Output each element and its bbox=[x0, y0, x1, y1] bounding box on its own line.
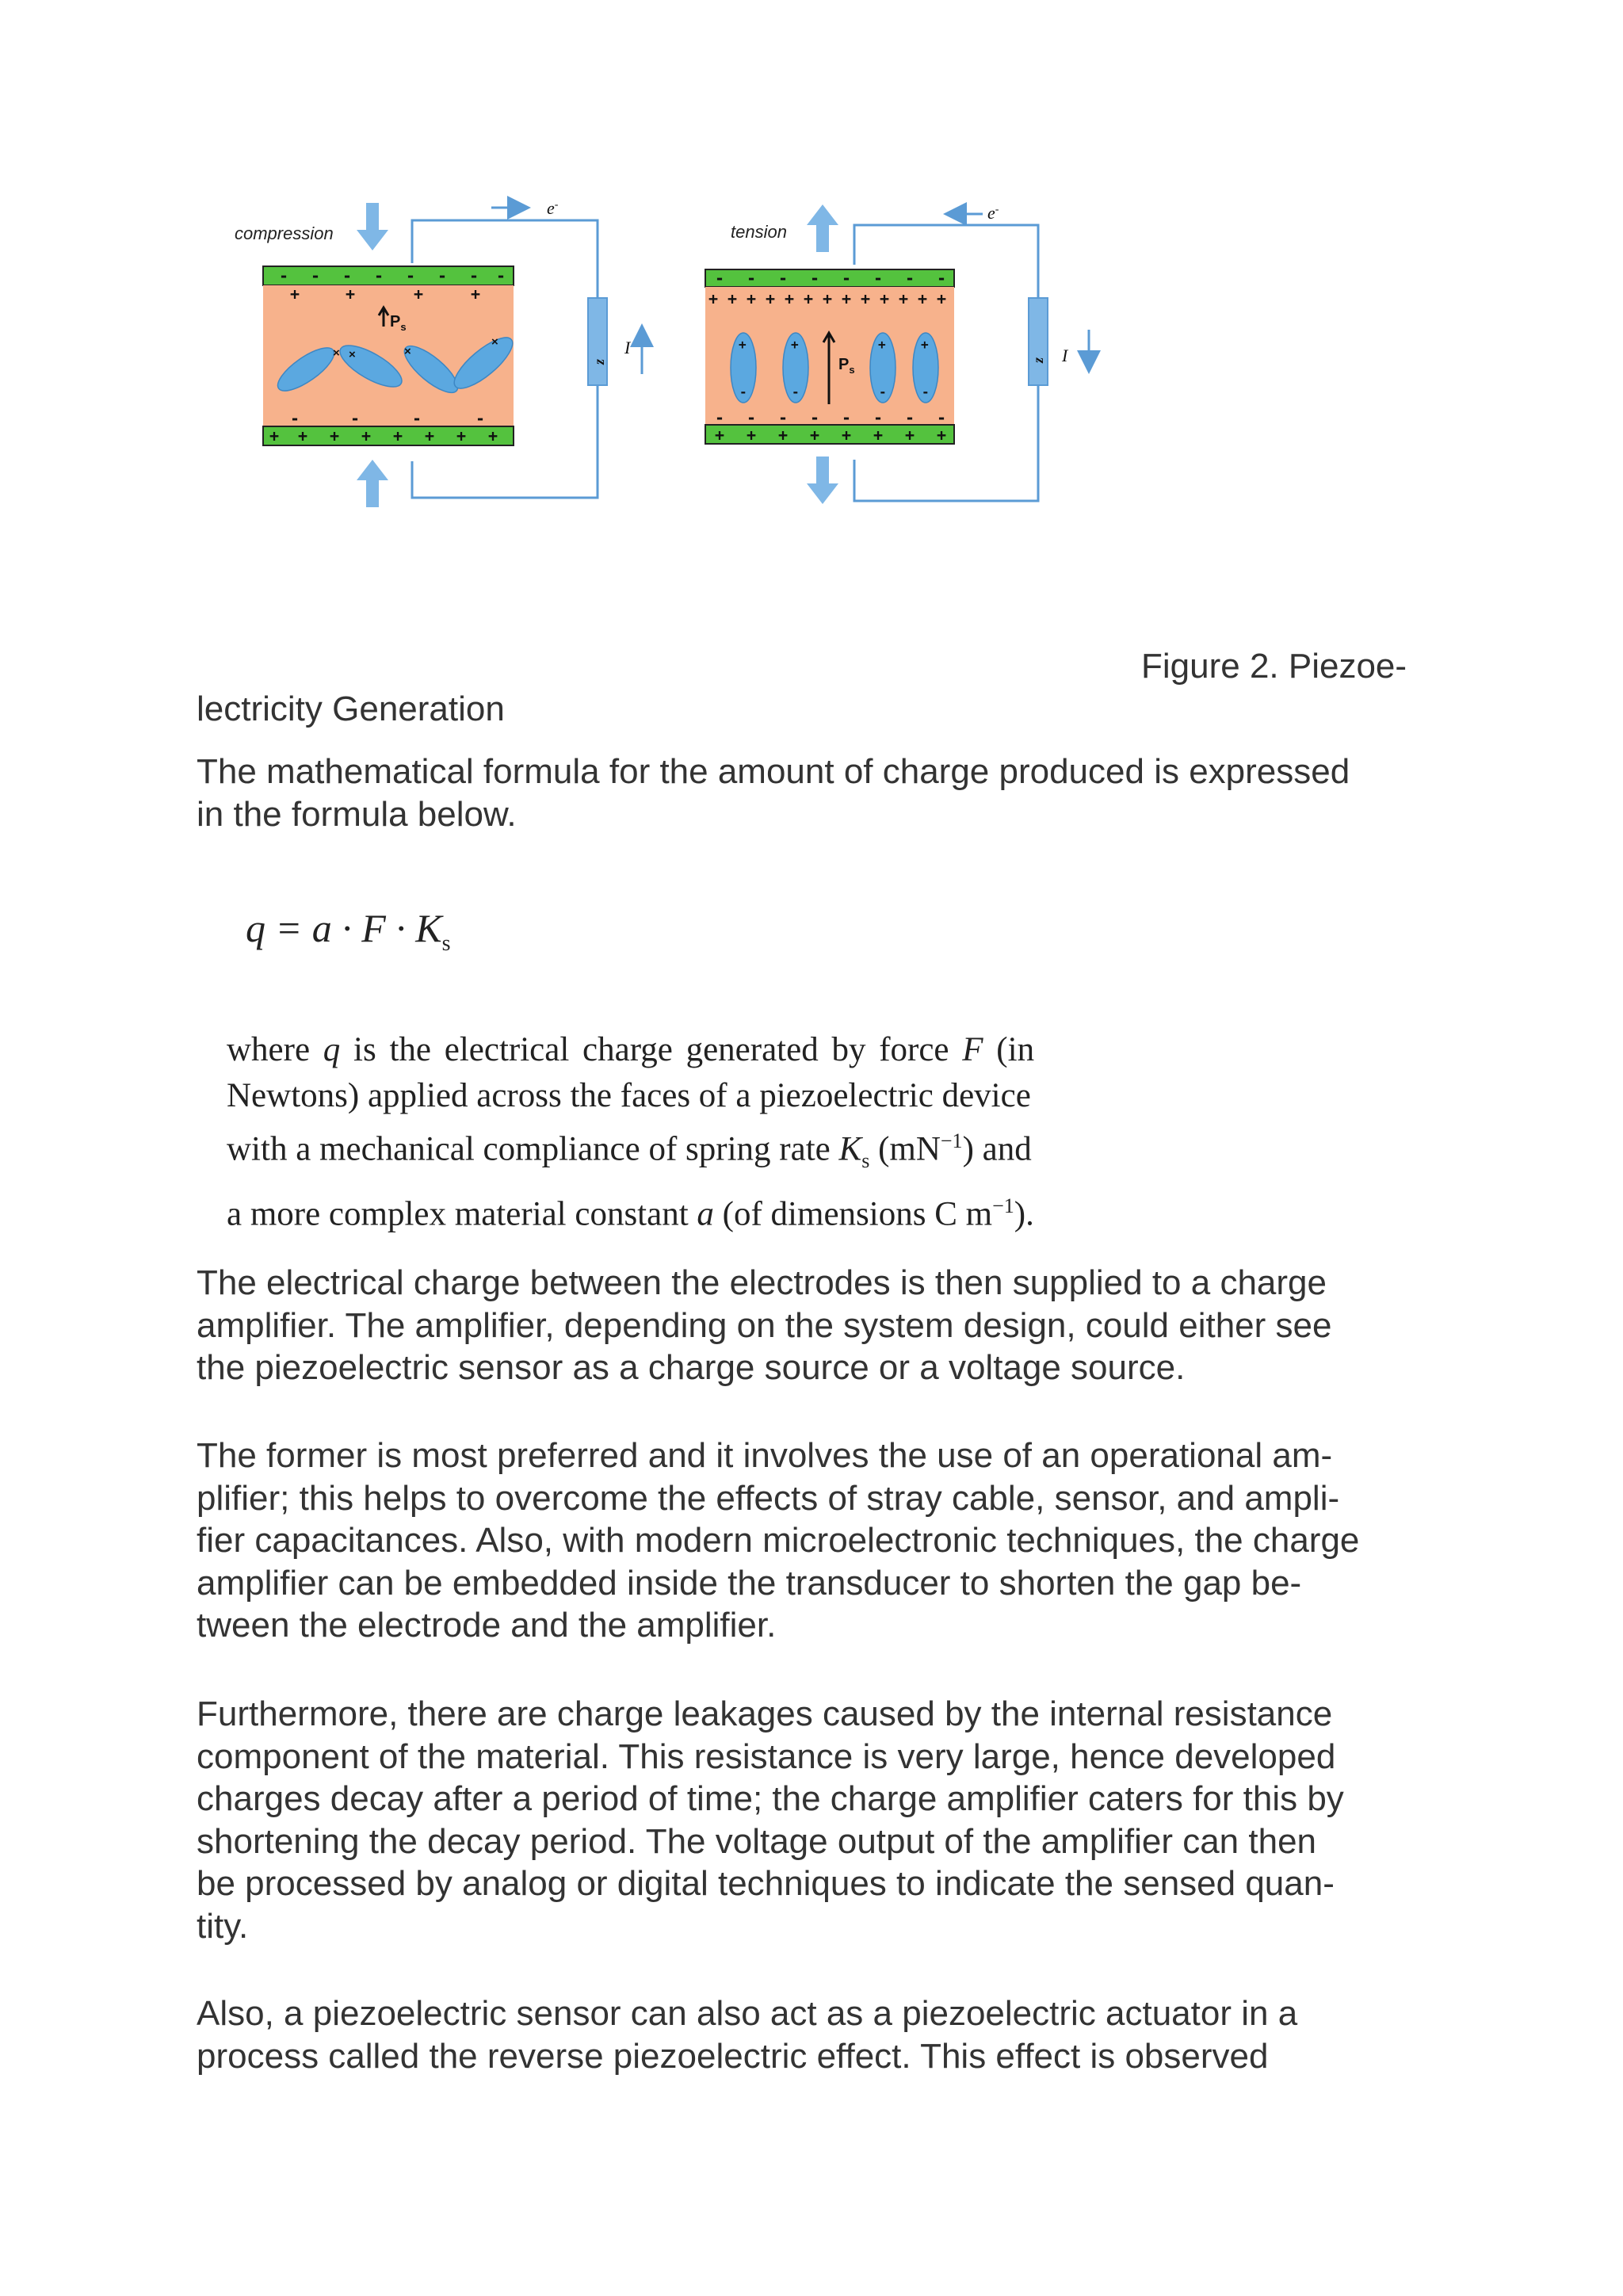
definition-line: where q is the electrical charge generated by force F (in bbox=[227, 1031, 1035, 1068]
text-line: amplifier. The amplifier, depending on the system design, could either see bbox=[197, 1305, 1332, 1345]
minus-mark: - bbox=[350, 409, 361, 428]
definition-line: a more complex material constant a (of dimensions C $m^{-1}$). bbox=[227, 1194, 1034, 1233]
cross-mark: × bbox=[349, 348, 356, 361]
plus-mark: + bbox=[937, 289, 947, 308]
minus-mark: - bbox=[792, 384, 800, 399]
minus-mark: - bbox=[937, 269, 947, 288]
plus-mark: + bbox=[861, 289, 871, 308]
body-paragraph bbox=[197, 1435, 1433, 1647]
minus-mark: - bbox=[475, 409, 486, 428]
minus-mark: - bbox=[290, 409, 300, 428]
plus-mark: + bbox=[880, 289, 890, 308]
minus-mark: - bbox=[905, 408, 915, 427]
minus-mark: - bbox=[747, 408, 757, 427]
figure-caption-continued: lectricity Generation bbox=[197, 690, 505, 728]
piezoelectricity-figure bbox=[222, 190, 1068, 539]
minus-mark: - bbox=[311, 266, 321, 285]
minus-mark: - bbox=[873, 269, 884, 288]
text-line: The mathematical formula for the amount of charge produced is expressed bbox=[197, 752, 1350, 791]
svg-text:Ps: $P_s$ bbox=[838, 356, 855, 376]
minus-mark: - bbox=[810, 408, 820, 427]
text-line: plifier; this helps to overcome the effects of stray cable, sensor, and ampli- bbox=[197, 1478, 1340, 1518]
text-line: fier capacitances. Also, with modern microelectronic techniques, the charge bbox=[197, 1521, 1360, 1561]
text-line: charges decay after a period of time; the charge amplifier caters for this by bbox=[197, 1779, 1344, 1819]
minus-mark: - bbox=[412, 409, 422, 428]
plus-mark: + bbox=[804, 289, 814, 308]
minus-mark: - bbox=[279, 266, 289, 285]
formula-subscript: s bbox=[441, 931, 451, 956]
body-paragraph bbox=[197, 1693, 1433, 1948]
plus-mark: + bbox=[488, 426, 498, 445]
plus-mark: + bbox=[715, 426, 725, 445]
plus-mark: + bbox=[823, 289, 833, 308]
plus-mark: + bbox=[393, 426, 403, 445]
text-line: the piezoelectric sensor as a charge source or a voltage source. bbox=[197, 1348, 1186, 1388]
minus-mark: - bbox=[842, 269, 852, 288]
charge-formula bbox=[246, 905, 451, 957]
minus-mark: - bbox=[778, 269, 789, 288]
compression-down-arrow-icon bbox=[357, 203, 388, 250]
svg-text:e-: e- bbox=[547, 198, 559, 218]
text-line: process called the reverse piezoelectric effect. This effect is observed bbox=[197, 2036, 1269, 2076]
compression-label: compression bbox=[235, 223, 334, 243]
cross-mark: × bbox=[333, 346, 340, 360]
minus-mark: - bbox=[496, 266, 506, 285]
text-line: tween the electrode and the amplifier. bbox=[197, 1606, 777, 1645]
minus-mark: - bbox=[739, 384, 747, 399]
plus-mark: + bbox=[456, 426, 467, 445]
plus-mark: + bbox=[346, 285, 356, 304]
body-paragraph bbox=[197, 1262, 1433, 1389]
current-label: I bbox=[1062, 346, 1068, 365]
tension-down-arrow-icon bbox=[807, 457, 838, 504]
plus-mark: + bbox=[937, 426, 947, 445]
tension-panel bbox=[705, 203, 1089, 504]
plus-mark: + bbox=[842, 426, 852, 445]
compression-panel bbox=[235, 198, 642, 507]
text-line: component of the material. This resistance is very large, hence developed bbox=[197, 1736, 1336, 1776]
minus-mark: - bbox=[842, 408, 852, 427]
plus-mark: + bbox=[739, 337, 747, 352]
plus-mark: + bbox=[425, 426, 435, 445]
minus-mark: - bbox=[715, 269, 725, 288]
text-line: tity. bbox=[197, 1906, 249, 1946]
minus-mark: - bbox=[747, 269, 757, 288]
current-label: I bbox=[624, 338, 631, 357]
cross-mark: × bbox=[404, 345, 411, 358]
svg-text:Ps: $P_s$ bbox=[390, 313, 407, 333]
minus-mark: - bbox=[374, 266, 384, 285]
plus-mark: + bbox=[330, 426, 340, 445]
plus-mark: + bbox=[810, 426, 820, 445]
plus-mark: + bbox=[766, 289, 776, 308]
compression-up-arrow-icon bbox=[357, 460, 388, 507]
minus-mark: - bbox=[873, 408, 884, 427]
plus-mark: + bbox=[747, 426, 757, 445]
plus-mark: + bbox=[878, 337, 886, 352]
formula-main: q = a · F · K bbox=[246, 906, 442, 950]
svg-text:e-: e- bbox=[987, 203, 999, 223]
text-line: shortening the decay period. The voltage output of the amplifier can then bbox=[197, 1821, 1317, 1861]
z-label: z bbox=[1030, 357, 1046, 363]
minus-mark: - bbox=[922, 384, 930, 399]
plus-mark: + bbox=[269, 426, 280, 445]
z-label: z bbox=[591, 358, 607, 365]
minus-mark: - bbox=[810, 269, 820, 288]
minus-mark: - bbox=[778, 408, 789, 427]
text-line: amplifier can be embedded inside the transducer to shorten the gap be- bbox=[197, 1563, 1302, 1603]
minus-mark: - bbox=[406, 266, 416, 285]
minus-mark: - bbox=[879, 384, 887, 399]
plus-mark: + bbox=[918, 289, 928, 308]
cross-mark: × bbox=[491, 335, 498, 349]
plus-mark: + bbox=[290, 285, 300, 304]
piezo-diagram bbox=[222, 190, 1068, 539]
top-electrode bbox=[705, 269, 954, 287]
formula-definition bbox=[227, 1027, 1034, 1237]
plus-mark: + bbox=[298, 426, 308, 445]
plus-mark: + bbox=[708, 289, 719, 308]
minus-mark: - bbox=[342, 266, 353, 285]
impedance-block bbox=[1029, 298, 1048, 385]
body-paragraph bbox=[197, 1992, 1433, 2077]
plus-mark: + bbox=[778, 426, 789, 445]
tension-label: tension bbox=[731, 222, 787, 242]
text-line: Furthermore, there are charge leakages caused by the internal resistance bbox=[197, 1694, 1333, 1733]
intro-paragraph bbox=[197, 751, 1433, 835]
plus-mark: + bbox=[727, 289, 738, 308]
plus-mark: + bbox=[921, 337, 929, 352]
minus-mark: - bbox=[715, 408, 725, 427]
minus-mark: - bbox=[469, 266, 479, 285]
plus-mark: + bbox=[785, 289, 795, 308]
text-line: be processed by analog or digital techniques to indicate the sensed quan- bbox=[197, 1864, 1335, 1904]
text-line: The electrical charge between the electrodes is then supplied to a charge bbox=[197, 1263, 1327, 1302]
plus-mark: + bbox=[842, 289, 852, 308]
plus-mark: + bbox=[791, 337, 799, 352]
impedance-block bbox=[588, 298, 607, 385]
plus-mark: + bbox=[747, 289, 757, 308]
text-line: Also, a piezoelectric sensor can also act as a piezoelectric actuator in a bbox=[197, 1994, 1298, 2033]
plus-mark: + bbox=[414, 285, 424, 304]
minus-mark: - bbox=[437, 266, 448, 285]
definition-line: with a mechanical compliance of spring rate $K_s$ $(mN^{-1})$ and bbox=[227, 1129, 1032, 1172]
text-line: in the formula below. bbox=[197, 794, 517, 834]
minus-mark: - bbox=[937, 408, 947, 427]
tension-up-arrow-icon bbox=[807, 204, 838, 252]
plus-mark: + bbox=[899, 289, 909, 308]
plus-mark: + bbox=[361, 426, 372, 445]
plus-mark: + bbox=[471, 285, 481, 304]
figure-caption: Figure 2. Piezoe- bbox=[1141, 647, 1407, 686]
plus-mark: + bbox=[905, 426, 915, 445]
text-line: The former is most preferred and it involves the use of an operational am- bbox=[197, 1436, 1333, 1475]
minus-mark: - bbox=[905, 269, 915, 288]
plus-mark: + bbox=[873, 426, 884, 445]
bottom-electrode bbox=[705, 425, 954, 444]
definition-line: Newtons) applied across the faces of a piezoelectric device bbox=[227, 1076, 1031, 1114]
